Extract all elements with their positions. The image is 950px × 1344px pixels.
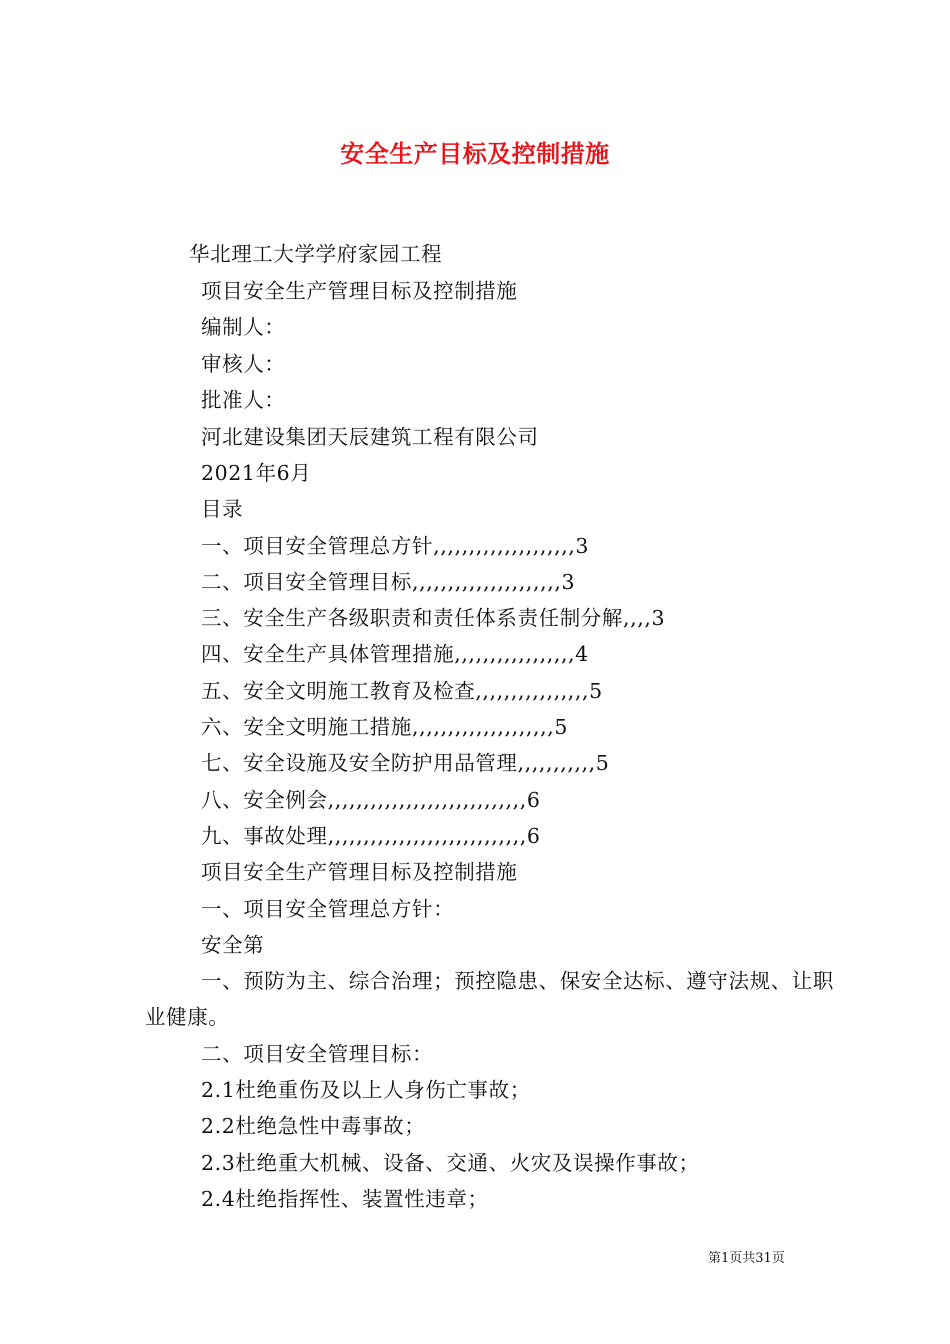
toc-item: 三、安全生产各级职责和责任体系责任制分解,,,,3 <box>201 606 666 630</box>
section-1-line: 安全第 <box>201 933 265 957</box>
compiler-label: 编制人： <box>201 315 286 339</box>
toc-item: 八、安全例会,,,,,,,,,,,,,,,,,,,,,,,,,,,,6 <box>201 788 541 812</box>
document-subtitle: 项目安全生产管理目标及控制措施 <box>201 279 518 303</box>
goal-item: 2.1杜绝重伤及以上人身伤亡事故； <box>201 1078 531 1102</box>
goal-item: 2.4杜绝指挥性、装置性违章； <box>201 1187 489 1211</box>
toc-item: 九、事故处理,,,,,,,,,,,,,,,,,,,,,,,,,,,,6 <box>201 824 541 848</box>
body-heading: 项目安全生产管理目标及控制措施 <box>201 860 518 884</box>
toc-item: 七、安全设施及安全防护用品管理,,,,,,,,,,,5 <box>201 751 610 775</box>
document-title: 安全生产目标及控制措施 <box>340 139 610 168</box>
toc-item: 五、安全文明施工教育及检查,,,,,,,,,,,,,,,,5 <box>201 679 603 703</box>
section-1-title: 一、项目安全管理总方针： <box>201 897 455 921</box>
company-name: 河北建设集团天辰建筑工程有限公司 <box>201 425 539 449</box>
toc-item: 六、安全文明施工措施,,,,,,,,,,,,,,,,,,,,5 <box>201 715 568 739</box>
approver-label: 批准人： <box>201 388 286 412</box>
goal-item: 2.2杜绝急性中毒事故； <box>201 1114 426 1138</box>
toc-heading: 目录 <box>201 497 244 521</box>
reviewer-label: 审核人： <box>201 352 286 376</box>
goal-item: 2.3杜绝重大机械、设备、交通、火灾及误操作事故； <box>201 1151 700 1175</box>
page-footer: 第1页共31页 <box>708 1251 785 1266</box>
project-name: 华北理工大学学府家园工程 <box>189 242 443 266</box>
section-2-title: 二、项目安全管理目标： <box>201 1042 434 1066</box>
toc-item: 一、项目安全管理总方针,,,,,,,,,,,,,,,,,,,,3 <box>201 534 590 558</box>
section-1-paragraph: 一、预防为主、综合治理；预控隐患、保安全达标、遵守法规、让职业健康。 <box>145 969 834 1029</box>
toc-item: 四、安全生产具体管理措施,,,,,,,,,,,,,,,,,4 <box>201 642 589 666</box>
toc-item: 二、项目安全管理目标,,,,,,,,,,,,,,,,,,,,,3 <box>201 570 576 594</box>
document-date: 2021年6月 <box>201 461 312 485</box>
